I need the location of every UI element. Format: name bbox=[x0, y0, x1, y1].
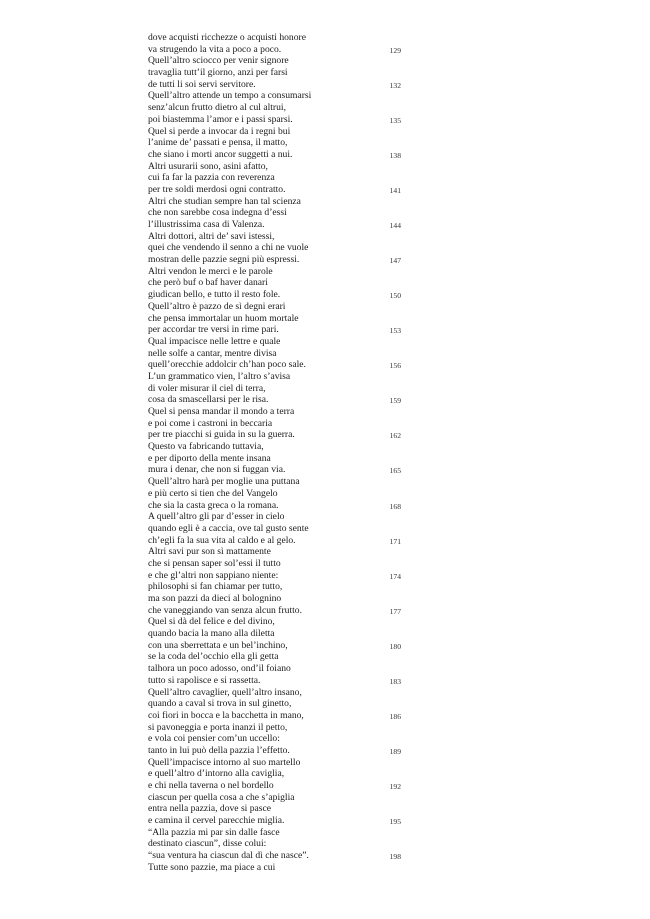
verse-text: Quell’impacisce intorno al suo martello bbox=[148, 756, 301, 768]
verse-text: mura i denar, che non si fuggan via. bbox=[148, 464, 286, 476]
line-number: 177 bbox=[389, 606, 401, 616]
verse-line bbox=[148, 546, 408, 558]
verse-text: Altri vendon le merci e le parole bbox=[148, 265, 273, 277]
verse-line bbox=[148, 675, 408, 687]
verse-text: e che gl’altri non sappiano niente: bbox=[148, 569, 279, 581]
verse-text: L’un grammatico vien, l’altro s’avisa bbox=[148, 370, 291, 382]
verse-line bbox=[148, 558, 408, 570]
verse-line bbox=[148, 231, 408, 243]
verse-text: con una sberrettata e un bel’inchino, bbox=[148, 639, 288, 651]
verse-text: per tre soldi merdosi ogni contratto. bbox=[148, 183, 286, 195]
verse-text: mostran delle pazzie segni più espressi. bbox=[148, 254, 300, 266]
verse-line bbox=[148, 792, 408, 804]
verse-text: si pavoneggia e porta inanzi il petto, bbox=[148, 721, 288, 733]
verse-text: va strugendo la vita a poco a poco. bbox=[148, 43, 282, 55]
verse-text: Altri savi pur son sì mattamente bbox=[148, 546, 271, 558]
verse-text: se la coda del’occhio ella gli getta bbox=[148, 651, 279, 663]
verse-text: ciascun per quella cosa a che s’apiglia bbox=[148, 791, 295, 803]
verse-text: senz’alcun frutto dietro al cul altrui, bbox=[148, 102, 286, 114]
line-number: 153 bbox=[389, 326, 401, 336]
line-number: 144 bbox=[389, 221, 401, 230]
verse-line bbox=[148, 745, 408, 757]
verse-text: che siano i morti ancor suggetti a nui. bbox=[148, 148, 293, 160]
verse-text: ch’egli fa la sua vita al caldo e al gelo. bbox=[148, 534, 296, 546]
verse-line bbox=[148, 172, 408, 184]
verse-line bbox=[148, 313, 408, 325]
verse-text: giudican bello, e tutto il resto fole. bbox=[148, 289, 281, 301]
verse-text: Quell’altro cavaglier, quell’altro insano, bbox=[148, 686, 302, 698]
verse-line bbox=[148, 616, 408, 628]
verse-line bbox=[148, 511, 408, 523]
verse-line bbox=[148, 710, 408, 722]
verse-text: nelle solfe a cantar, mentre divisa bbox=[148, 347, 277, 359]
verse-line bbox=[148, 301, 408, 313]
verse-text: destinato ciascun”, disse colui: bbox=[148, 838, 267, 850]
verse-text: A quell’altro gli par d’esser in cielo bbox=[148, 511, 285, 523]
line-number: 171 bbox=[389, 536, 401, 546]
verse-text: travaglia tutt’il giorno, anzi per farsi bbox=[148, 67, 288, 79]
verse-text: che si pensan saper sol’essi il tutto bbox=[148, 557, 281, 569]
verse-text: e poi come i castroni in beccaria bbox=[148, 417, 273, 429]
verse-text: e vola coi pensier com’un uccello: bbox=[148, 733, 280, 745]
verse-text: Altri che studian sempre han tal scienza bbox=[148, 195, 301, 207]
verse-line bbox=[148, 348, 408, 360]
line-number: 198 bbox=[389, 852, 401, 862]
verse-line bbox=[148, 651, 408, 663]
line-number: 129 bbox=[389, 45, 401, 55]
verse-text: Quel si dà del felice e del divino, bbox=[148, 616, 275, 628]
verse-line bbox=[148, 441, 408, 453]
verse-line bbox=[148, 32, 408, 44]
verse-text: Quell’altro attende un tempo a consumarsi bbox=[148, 90, 312, 102]
verse-text: Altri usurarii sono, asini afatto, bbox=[148, 160, 268, 172]
verse-text: Quel si pensa mandar il mondo a terra bbox=[148, 406, 295, 417]
verse-line bbox=[148, 219, 408, 231]
verse-text: che non sarebbe cosa indegna d’essi bbox=[148, 207, 287, 219]
line-number: 162 bbox=[389, 431, 401, 441]
verse-line bbox=[148, 418, 408, 430]
verse-text: cui fa far la pazzia con reverenza bbox=[148, 172, 275, 184]
line-number: 168 bbox=[389, 501, 401, 511]
line-number: 141 bbox=[389, 185, 401, 195]
verse-text: e camina il cervel parecchie miglia. bbox=[148, 815, 285, 827]
verse-line bbox=[148, 687, 408, 699]
verse-line bbox=[148, 149, 408, 161]
verse-line bbox=[148, 593, 408, 605]
verse-text: l’anime de’ passati e pensa, il matto, bbox=[148, 137, 288, 149]
verse-line bbox=[148, 581, 408, 593]
verse-text: Tutte sono pazzie, ma piace a cui bbox=[148, 861, 276, 873]
verse-line bbox=[148, 242, 408, 254]
verse-line bbox=[148, 464, 408, 476]
verse-line bbox=[148, 383, 408, 395]
verse-line bbox=[148, 733, 408, 745]
verse-text: per tre piacchi si guida in su la guerra. bbox=[148, 429, 295, 441]
verse-line bbox=[148, 429, 408, 441]
verse-text: tanto in lui può della pazzia l’effetto. bbox=[148, 744, 290, 756]
line-number: 189 bbox=[389, 746, 401, 756]
verse-line bbox=[148, 488, 408, 500]
verse-line bbox=[148, 535, 408, 547]
verse-text: Questo va fabricando tuttavia, bbox=[148, 441, 264, 453]
verse-line bbox=[148, 628, 408, 640]
verse-line bbox=[148, 289, 408, 301]
verse-line bbox=[148, 698, 408, 710]
verse-text: Quel si perde a invocar da i regni bui bbox=[148, 125, 291, 137]
verse-line bbox=[148, 838, 408, 850]
verse-line bbox=[148, 44, 408, 56]
verse-text: Quell’altro harà per moglie una puttana bbox=[148, 476, 300, 488]
verse-line bbox=[148, 780, 408, 792]
verse-line bbox=[148, 55, 408, 67]
verse-text: coi fiori in bocca e la bacchetta in mano, bbox=[148, 709, 304, 721]
verse-line bbox=[148, 207, 408, 219]
verse-line bbox=[148, 500, 408, 512]
verse-text: e quell’altro d’intorno alla caviglia, bbox=[148, 768, 285, 780]
line-number: 150 bbox=[389, 291, 401, 301]
verse-line bbox=[148, 722, 408, 734]
verse-line bbox=[148, 126, 408, 138]
verse-line bbox=[148, 137, 408, 149]
verse-line bbox=[148, 605, 408, 617]
verse-text: Quell’altro sciocco per venir signore bbox=[148, 55, 289, 67]
verse-text: che vaneggiando van senza alcun frutto. bbox=[148, 604, 302, 616]
verse-line bbox=[148, 90, 408, 102]
verse-text: quell’orecchie addolcir ch’han poco sale. bbox=[148, 359, 306, 371]
verse-line bbox=[148, 862, 408, 874]
verse-line bbox=[148, 359, 408, 371]
verse-line bbox=[148, 757, 408, 769]
verse-text: de tutti li soi servi servitore. bbox=[148, 78, 256, 90]
verse-text: ma son pazzi da dieci al bolognino bbox=[148, 593, 282, 604]
verse-text: quei che vendendo il senno a chi ne vuole bbox=[148, 242, 309, 254]
verse-line bbox=[148, 394, 408, 406]
line-number: 132 bbox=[389, 80, 401, 90]
line-number: 186 bbox=[389, 711, 401, 721]
verse-line bbox=[148, 266, 408, 278]
verse-text: quando a caval si trova in sul ginetto, bbox=[148, 698, 292, 710]
verse-line bbox=[148, 371, 408, 383]
verse-line bbox=[148, 324, 408, 336]
line-number: 159 bbox=[389, 396, 401, 406]
line-number: 183 bbox=[389, 676, 401, 686]
verse-text: che però buf o baf haver danari bbox=[148, 277, 268, 289]
verse-line bbox=[148, 476, 408, 488]
verse-text: e per diporto della mente insana bbox=[148, 452, 271, 464]
verse-text: dove acquisti ricchezze o acquisti honore bbox=[148, 32, 306, 43]
line-number: 192 bbox=[389, 782, 401, 791]
verse-text: Qual impacisce nelle lettre e quale bbox=[148, 335, 281, 347]
line-number: 135 bbox=[389, 115, 401, 125]
verse-text: che pensa immortalar un huom mortale bbox=[148, 312, 299, 324]
verse-line bbox=[148, 102, 408, 114]
verse-text: Altri dottori, altri de’ savi istessi, bbox=[148, 230, 275, 242]
verse-text: di voler misurar il ciel di terra, bbox=[148, 382, 266, 394]
verse-line bbox=[148, 79, 408, 91]
verse-text: quando egli è a caccia, ove tal gusto sente bbox=[148, 522, 309, 534]
verse-line bbox=[148, 803, 408, 815]
line-number: 195 bbox=[389, 817, 401, 827]
verse-text: poi biastemma l’amor e i passi sparsi. bbox=[148, 113, 293, 125]
verse-text: che sia la casta greca o la romana. bbox=[148, 499, 279, 511]
line-number: 180 bbox=[389, 641, 401, 651]
verse-line bbox=[148, 184, 408, 196]
verse-line bbox=[148, 570, 408, 582]
verse-text: e chi nella taverna o nel bordello bbox=[148, 780, 274, 791]
verse-text: entra nella pazzia, dove si pasce bbox=[148, 803, 272, 815]
verse-text: talhora un poco adosso, ond’il foiano bbox=[148, 663, 291, 675]
poem-text bbox=[148, 32, 408, 874]
line-number: 138 bbox=[389, 150, 401, 160]
verse-text: e più certo si tien che del Vangelo bbox=[148, 487, 278, 499]
verse-line bbox=[148, 850, 408, 862]
verse-line bbox=[148, 114, 408, 126]
line-number: 147 bbox=[389, 256, 401, 266]
verse-text: philosophi si fan chiamar per tutto, bbox=[148, 581, 283, 593]
verse-line bbox=[148, 67, 408, 79]
line-number: 165 bbox=[389, 466, 401, 476]
verse-line bbox=[148, 523, 408, 535]
verse-line bbox=[148, 254, 408, 266]
verse-line bbox=[148, 161, 408, 173]
verse-line bbox=[148, 406, 408, 418]
verse-text: tutto si rapolisce e si rassetta. bbox=[148, 674, 261, 686]
verse-line bbox=[148, 827, 408, 839]
verse-line bbox=[148, 453, 408, 465]
verse-text: “sua ventura ha ciascun dal dì che nasce”. bbox=[148, 850, 309, 862]
verse-text: “Alla pazzia mi par sin dalle fasce bbox=[148, 826, 280, 838]
verse-text: per accordar tre versi in rime pari. bbox=[148, 324, 279, 336]
verse-text: quando bacia la mano alla diletta bbox=[148, 628, 275, 640]
verse-line bbox=[148, 277, 408, 289]
verse-text: l’illustrissima casa di Valenza. bbox=[148, 219, 265, 230]
verse-line bbox=[148, 196, 408, 208]
verse-text: Quell’altro è pazzo de sì degni erari bbox=[148, 300, 286, 312]
verse-line bbox=[148, 640, 408, 652]
verse-line bbox=[148, 663, 408, 675]
line-number: 156 bbox=[389, 361, 401, 371]
verse-line bbox=[148, 815, 408, 827]
verse-line bbox=[148, 768, 408, 780]
line-number: 174 bbox=[389, 571, 401, 581]
verse-text: cosa da smascellarsi per le risa. bbox=[148, 394, 269, 406]
verse-line bbox=[148, 336, 408, 348]
